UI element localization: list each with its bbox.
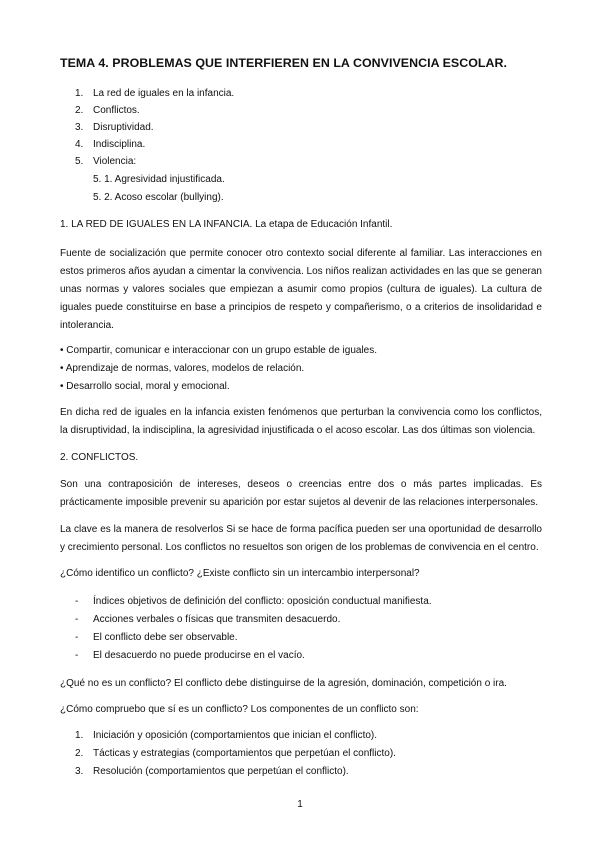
dash-marker: - bbox=[75, 650, 79, 661]
dash-marker: - bbox=[75, 614, 79, 625]
toc-label: Disruptividad. bbox=[93, 122, 154, 133]
paragraph: Fuente de socialización que permite conocer otro contexto social diferente al familiar. Las interacciones en estos primeros años ayudan a cimentar la convivencia. Los niños realizan actividades en las que se generan unas normas y valores sociales que empiezan a asumir como propios (cultura de iguales). La cultura de iguales puede constituirse en base a principios de respeto y compañerismo, o a criterios de insolidaridad e intolerancia. bbox=[60, 248, 542, 331]
paragraph: Son una contraposición de intereses, deseos o creencias entre dos o más partes implicadas. Es prácticamente imposible prevenir su aparición por estar sujetos al devenir de las relaciones interpersonales. bbox=[60, 479, 542, 508]
toc-subitem: 5. 2. Acoso escolar (bullying). bbox=[93, 192, 224, 203]
toc-label: Violencia: bbox=[93, 156, 137, 167]
bullet-item: • Aprendizaje de normas, valores, modelos de relación. bbox=[60, 363, 305, 374]
component-label: Resolución (comportamientos que perpetúan el conflicto). bbox=[93, 766, 349, 777]
toc-subitem: 5. 1. Agresividad injustificada. bbox=[93, 174, 225, 185]
dash-list-item bbox=[75, 614, 340, 625]
dash-item-text: El conflicto debe ser observable. bbox=[93, 632, 238, 643]
question-line: ¿Cómo compruebo que sí es un conflicto? Los componentes de un conflicto son: bbox=[60, 704, 419, 715]
dash-list-item bbox=[75, 650, 305, 661]
toc-label: La red de iguales en la infancia. bbox=[93, 88, 235, 99]
dash-marker: - bbox=[75, 632, 79, 643]
toc-label: Indisciplina. bbox=[93, 139, 146, 150]
dash-list-item bbox=[75, 632, 238, 643]
page-title: TEMA 4. PROBLEMAS QUE INTERFIEREN EN LA CONVIVENCIA ESCOLAR. bbox=[60, 56, 508, 70]
section-heading-subtitle: La etapa de Educación Infantil. bbox=[252, 219, 393, 230]
page-number: 1 bbox=[297, 799, 303, 810]
toc-item bbox=[75, 156, 136, 167]
dash-item-text: Índices objetivos de definición del conflicto: oposición conductual manifiesta. bbox=[93, 596, 432, 607]
dash-list-item bbox=[75, 596, 432, 607]
toc-number: 2. bbox=[75, 105, 84, 116]
section-heading bbox=[60, 219, 392, 230]
toc-number: 5. bbox=[75, 156, 84, 167]
component-number: 3. bbox=[75, 766, 84, 777]
paragraph: En dicha red de iguales en la infancia existen fenómenos que perturban la convivencia como los conflictos, la disruptividad, la indisciplina, la agresividad injustificada o el acoso escolar. Las dos últimas son violencia. bbox=[60, 407, 542, 436]
dash-marker: - bbox=[75, 596, 79, 607]
toc-label: Conflictos. bbox=[93, 105, 140, 116]
toc-item bbox=[75, 88, 234, 99]
question-line: ¿Qué no es un conflicto? El conflicto debe distinguirse de la agresión, dominación, competición o ira. bbox=[60, 678, 507, 689]
bullet-item: • Desarrollo social, moral y emocional. bbox=[60, 381, 230, 392]
toc-item bbox=[75, 139, 145, 150]
toc-item bbox=[75, 122, 154, 133]
toc-number: 1. bbox=[75, 88, 84, 99]
component-number: 1. bbox=[75, 730, 84, 741]
dash-item-text: El desacuerdo no puede producirse en el vacío. bbox=[93, 650, 305, 661]
component-label: Iniciación y oposición (comportamientos que inician el conflicto). bbox=[93, 730, 378, 741]
section-heading-main: 1. LA RED DE IGUALES EN LA INFANCIA. bbox=[60, 219, 253, 230]
section-heading: 2. CONFLICTOS. bbox=[60, 452, 139, 463]
component-item bbox=[75, 766, 349, 777]
toc-item bbox=[75, 105, 140, 116]
component-number: 2. bbox=[75, 748, 84, 759]
component-item bbox=[75, 748, 396, 759]
component-item bbox=[75, 730, 377, 741]
toc-number: 4. bbox=[75, 139, 84, 150]
toc-number: 3. bbox=[75, 122, 84, 133]
paragraph: La clave es la manera de resolverlos Si se hace de forma pacífica pueden ser una oportunidad de desarrollo y crecimiento personal. Los conflictos no resueltos son origen de los problemas de convivencia en el centro. bbox=[60, 524, 542, 553]
bullet-item: • Compartir, comunicar e interaccionar con un grupo estable de iguales. bbox=[60, 345, 378, 356]
dash-item-text: Acciones verbales o físicas que transmiten desacuerdo. bbox=[93, 614, 341, 625]
component-label: Tácticas y estrategias (comportamientos que perpetúan el conflicto). bbox=[93, 748, 396, 759]
question-line: ¿Cómo identifico un conflicto? ¿Existe conflicto sin un intercambio interpersonal? bbox=[60, 568, 420, 579]
